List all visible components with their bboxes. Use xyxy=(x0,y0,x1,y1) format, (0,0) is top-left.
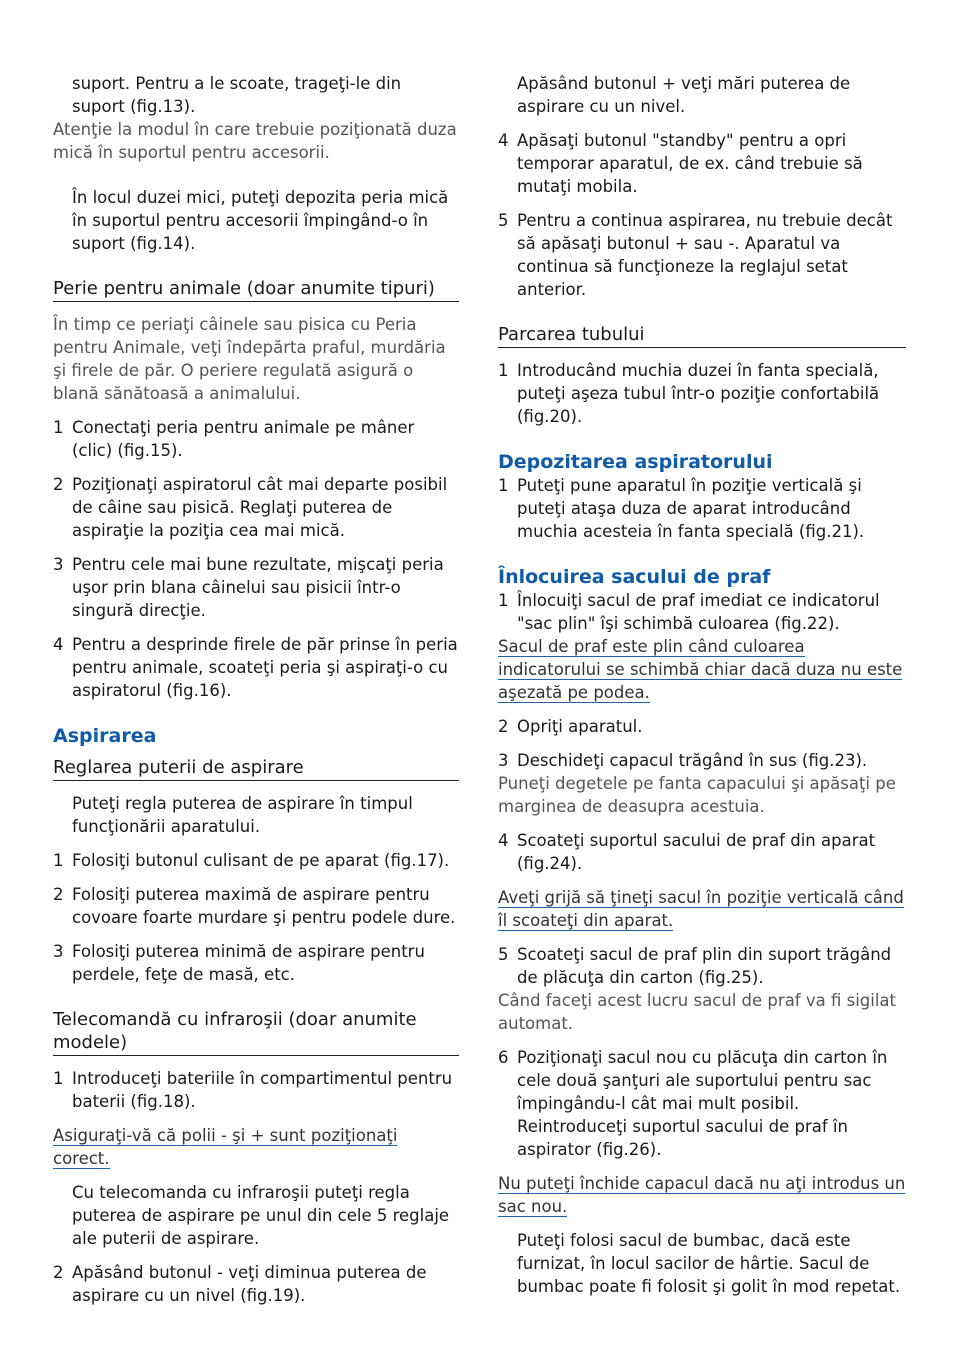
section-heading-dust-bag: Înlocuirea sacului de praf xyxy=(498,566,771,588)
list-item: 1 Folosiţi butonul culisant de pe aparat (fig.17). xyxy=(53,851,450,870)
paragraph: Puteţi folosi sacul de bumbac, dacă este furnizat, în locul sacilor de hârtie. Sacul de bumbac poate fi folosit şi golit în mod repetat. xyxy=(517,1231,901,1296)
subheading-tube-parking: Parcarea tubului xyxy=(498,323,906,348)
subheading-pet-brush: Perie pentru animale (doar anumite tipuri) xyxy=(53,277,459,302)
list-item: 2 Apăsând butonul - veţi diminua puterea de aspirare cu un nivel (fig.19). xyxy=(53,1263,427,1305)
list-item: 4 Pentru a desprinde firele de păr prinse în peria pentru animale, scoateţi peria şi aspiraţi-o cu aspiratorul (fig.16). xyxy=(53,635,458,700)
note: Atenţie la modul în care trebuie poziţionată duza mică în suportul pentru accesorii. xyxy=(53,120,457,162)
left-column xyxy=(53,72,459,1307)
list-item: 3 Folosiţi puterea minimă de aspirare pentru perdele, feţe de masă, etc. xyxy=(53,942,425,984)
list-item: 4 Apăsaţi butonul "standby" pentru a opri temporar aparatul, de ex. când trebuie să mutaţi mobila. xyxy=(498,131,863,196)
section-heading-aspirarea: Aspirarea xyxy=(53,725,157,747)
list-item: 2 Folosiţi puterea maximă de aspirare pentru covoare foarte murdare şi pentru podele dure. xyxy=(53,885,456,927)
paragraph: Cu telecomanda cu infraroşii puteţi regla puterea de aspirare pe unul din cele 5 reglaje ale puterii de aspirare. xyxy=(72,1183,450,1248)
list-item: 5 Scoateţi sacul de praf plin din suport trăgând de plăcuţa din carton (fig.25). xyxy=(498,945,892,987)
list-item: 1 Introduceţi bateriile în compartimentul pentru baterii (fig.18). xyxy=(53,1069,453,1111)
warning-note: Asiguraţi-vă că polii - şi + sunt poziţionaţi corect. xyxy=(53,1126,398,1168)
list-item: 1 Introducând muchia duzei în fanta specială, puteţi aşeza tubul într-o poziţie confortabilă (fig.20). xyxy=(498,361,880,426)
list-item: 2 Opriţi aparatul. xyxy=(498,717,643,736)
note: Puneţi degetele pe fanta capacului şi apăsaţi pe marginea de deasupra acestuia. xyxy=(498,774,896,816)
paragraph: Puteţi regla puterea de aspirare în timpul funcţionării aparatului. xyxy=(72,794,413,836)
list-item: 3 Pentru cele mai bune rezultate, mişcaţi peria uşor prin blana câinelui sau pisicii într-o singură direcţie. xyxy=(53,555,444,620)
section-heading-storage: Depozitarea aspiratorului xyxy=(498,451,773,473)
warning-note: Nu puteţi închide capacul dacă nu aţi introdus un sac nou. xyxy=(498,1174,906,1216)
note: În timp ce periaţi câinele sau pisica cu Peria pentru Animale, veţi îndepărta praful, murdăria şi firele de păr. O periere regulată asigură o blană sănătoasă a animalului. xyxy=(53,315,446,403)
list-item: 2 Poziţionaţi aspiratorul cât mai departe posibil de câine sau pisică. Reglaţi puterea de aspiraţie la poziţia cea mai mică. xyxy=(53,475,448,540)
paragraph: În locul duzei mici, puteţi depozita peria mică în suportul pentru accesorii împingând-o în suport (fig.14). xyxy=(72,188,449,253)
warning-note: Aveţi grijă să ţineţi sacul în poziţie verticală când îl scoateţi din aparat. xyxy=(498,888,904,930)
list-item: 1 Puteţi pune aparatul în poziţie verticală şi puteţi ataşa duza de aparat introducând muchia acesteia în fanta specială (fig.21). xyxy=(498,476,865,541)
list-item: 1 Conectaţi peria pentru animale pe mâner (clic) (fig.15). xyxy=(53,418,415,460)
list-item: 6 Poziţionaţi sacul nou cu plăcuţa din carton în cele două şanţuri ale suportului pentru sac împingându-l cât mai mult posibil. Reintroduceţi suportul sacului de praf în aspirator (fig.26). xyxy=(498,1048,888,1159)
list-item: 1 Înlocuiţi sacul de praf imediat ce indicatorul "sac plin" îşi schimbă culoarea (fig.22). xyxy=(498,591,880,633)
subheading-suction-power: Reglarea puterii de aspirare xyxy=(53,756,459,781)
subheading-remote-control: Telecomandă cu infraroşii (doar anumite modele) xyxy=(53,1008,459,1056)
list-item: 3 Deschideţi capacul trăgând în sus (fig.23). xyxy=(498,751,868,770)
paragraph: Apăsând butonul + veţi mări puterea de aspirare cu un nivel. xyxy=(517,74,851,116)
right-column xyxy=(498,72,906,1298)
warning-note: Sacul de praf este plin când culoarea indicatorului se schimbă chiar dacă duza nu este aşezată pe podea. xyxy=(498,637,903,702)
note: Când faceţi acest lucru sacul de praf va fi sigilat automat. xyxy=(498,991,897,1033)
paragraph: suport. Pentru a le scoate, trageţi-le din suport (fig.13). xyxy=(72,74,402,116)
list-item: 4 Scoateţi suportul sacului de praf din aparat (fig.24). xyxy=(498,831,876,873)
list-item: 5 Pentru a continua aspirarea, nu trebuie decât să apăsaţi butonul + sau -. Aparatul va continua să funcţioneze la reglajul setat anterior. xyxy=(498,211,893,299)
